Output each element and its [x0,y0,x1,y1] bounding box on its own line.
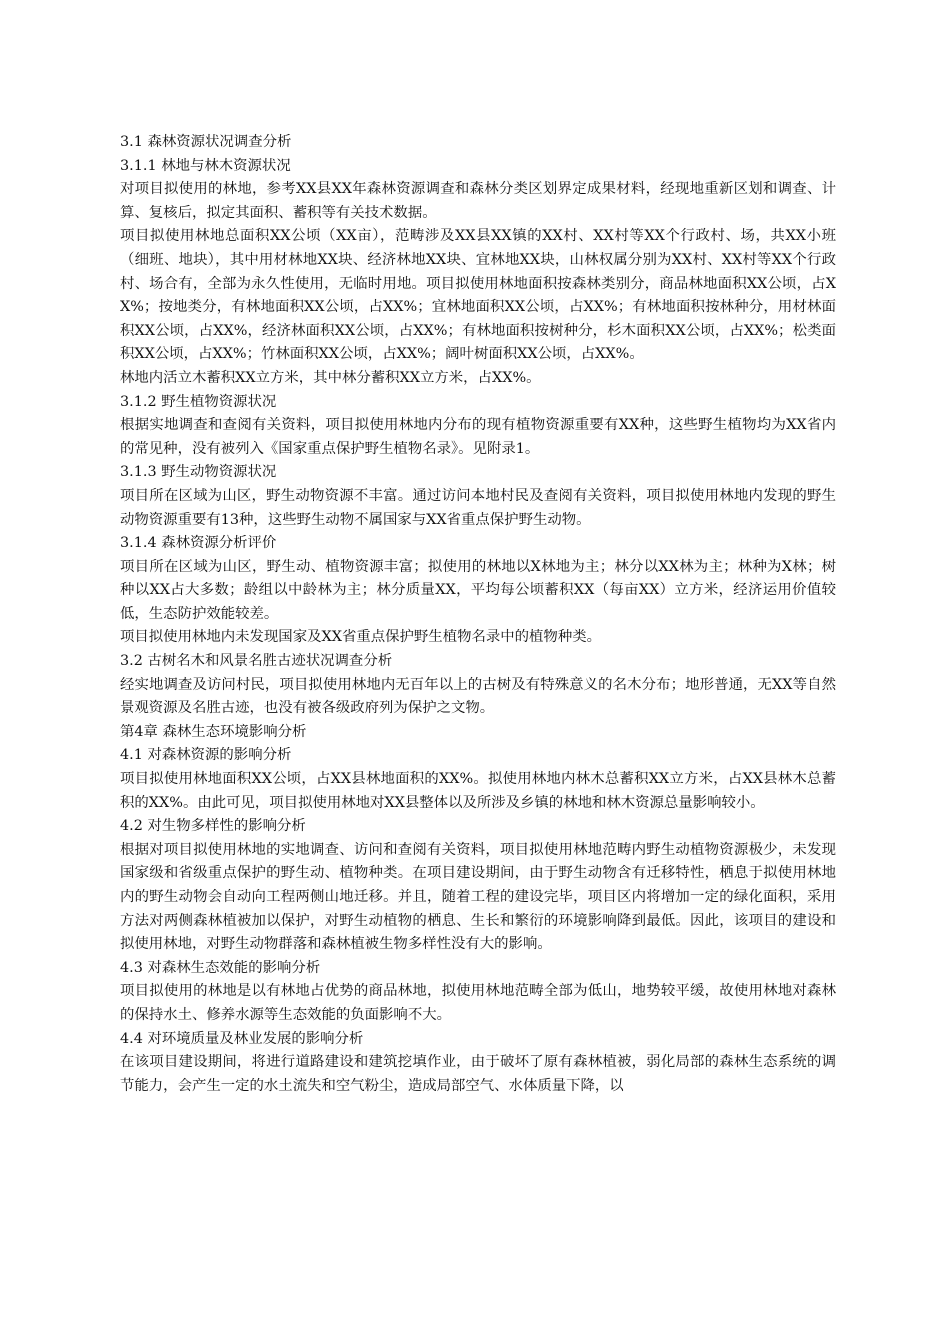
paragraph-4-1: 项目拟使用林地面积XX公顷，占XX县林地面积的XX%。拟使用林地内林木总蓄积XX立方米，占XX县林木总蓄积的XX%。由此可见，项目拟使用林地对XX县整体以及所涉及乡镇的林地和林木资源总量影响较小。 [120,771,836,811]
paragraph-3-1-4-a: 项目所在区域为山区，野生动、植物资源丰富；拟使用的林地以X林地为主；林分以XX林为主；林种为X林；树种以XX占大多数；龄组以中龄林为主；林分质量XX，平均每公顷蓄积XX（每亩XX）立方米，经济运用价值较低，生态防护效能较差。 [120,558,836,622]
section-heading-4-2: 4.2 对生物多样性的影响分析 [120,818,306,835]
paragraph-3-1-4-b: 项目拟使用林地内未发现国家及XX省重点保护野生植物名录中的植物种类。 [120,629,601,646]
section-heading-3-1-2: 3.1.2 野生植物资源状况 [120,393,277,410]
document-body [120,131,836,1098]
paragraph-3-1-1-c: 林地内活立木蓄积XX立方米，其中林分蓄积XX立方米，占XX%。 [120,369,541,386]
section-heading-4-1: 4.1 对森林资源的影响分析 [120,747,292,764]
paragraph-3-1-3: 项目所在区域为山区，野生动物资源不丰富。通过访问本地村民及查阅有关资料，项目拟使用林地内发现的野生动物资源重要有13种，这些野生动物不属国家与XX省重点保护野生动物。 [120,487,836,528]
section-heading-3-2: 3.2 古树名木和风景名胜古迹状况调查分析 [120,653,393,670]
paragraph-4-3: 项目拟使用的林地是以有林地占优势的商品林地，拟使用林地范畴全部为低山，地势较平缓，故使用林地对森林的保持水土、修养水源等生态效能的负面影响不大。 [120,983,836,1023]
paragraph-3-1-1-b: 项目拟使用林地总面积XX公顷（XX亩），范畴涉及XX县XX镇的XX村、XX村等XX个行政村、场，共XX小班（细班、地块），其中用材林地XX块、经济林地XX块、宜林地XX块，山林权属分别为XX村、XX村等XX个行政村、场合有，全部为永久性使用，无临时用地。项目拟使用林地面积按森林类别分，商品林地面积XX公顷，占XX%；按地类分，有林地面积XX公顷，占XX%；宜林地面积XX公顷，占XX%；有林地面积按林种分，用材林面积XX公顷，占XX%，经济林面积XX公顷，占XX%；有林地面积按树种分，杉木面积XX公顷，占XX%；松类面积XX公顷，占XX%；竹林面积XX公顷，占XX%；阔叶树面积XX公顷，占XX%。 [120,228,836,363]
section-heading-3-1-3: 3.1.3 野生动物资源状况 [120,464,277,481]
paragraph-4-4: 在该项目建设期间，将进行道路建设和建筑挖填作业，由于破坏了原有森林植被，弱化局部的森林生态系统的调节能力，会产生一定的水土流失和空气粉尘，造成局部空气、水体质量下降，以 [120,1054,836,1094]
paragraph-3-2: 经实地调查及访问村民，项目拟使用林地内无百年以上的古树及有特殊意义的名木分布；地形普通，无XX等自然景观资源及名胜古迹，也没有被各级政府列为保护之文物。 [120,676,836,717]
section-heading-3-1-1: 3.1.1 林地与林木资源状况 [120,157,291,174]
paragraph-3-1-2: 根据实地调查和查阅有关资料，项目拟使用林地内分布的现有植物资源重要有XX种，这些野生植物均为XX省内的常见种，没有被列入《国家重点保护野生植物名录》。见附录1。 [120,417,836,457]
section-heading-3-1-4: 3.1.4 森林资源分析评价 [120,535,277,552]
paragraph-4-2: 根据对项目拟使用林地的实地调查、访问和查阅有关资料，项目拟使用林地范畴内野生动植物资源极少，未发现国家级和省级重点保护的野生动、植物种类。在项目建设期间，由于野生动物含有迁移特性，栖息于拟使用林地内的野生动物会自动向工程两侧山地迁移。并且，随着工程的建设完毕，项目区内将增加一定的绿化面积，采用方法对两侧森林植被加以保护，对野生动植物的栖息、生长和繁衍的环境影响降到最低。因此，该项目的建设和拟使用林地，对野生动物群落和森林植被生物多样性没有大的影响。 [120,841,836,953]
section-heading-4-4: 4.4 对环境质量及林业发展的影响分析 [120,1030,364,1047]
chapter-heading-4: 第4章 森林生态环境影响分析 [120,723,307,740]
section-heading-3-1: 3.1 森林资源状况调查分析 [120,134,292,150]
paragraph-3-1-1-a: 对项目拟使用的林地，参考XX县XX年森林资源调查和森林分类区划界定成果材料，经现地重新区划和调查、计算、复核后，拟定其面积、蓄积等有关技术数据。 [120,181,836,221]
section-heading-4-3: 4.3 对森林生态效能的影响分析 [120,959,321,976]
